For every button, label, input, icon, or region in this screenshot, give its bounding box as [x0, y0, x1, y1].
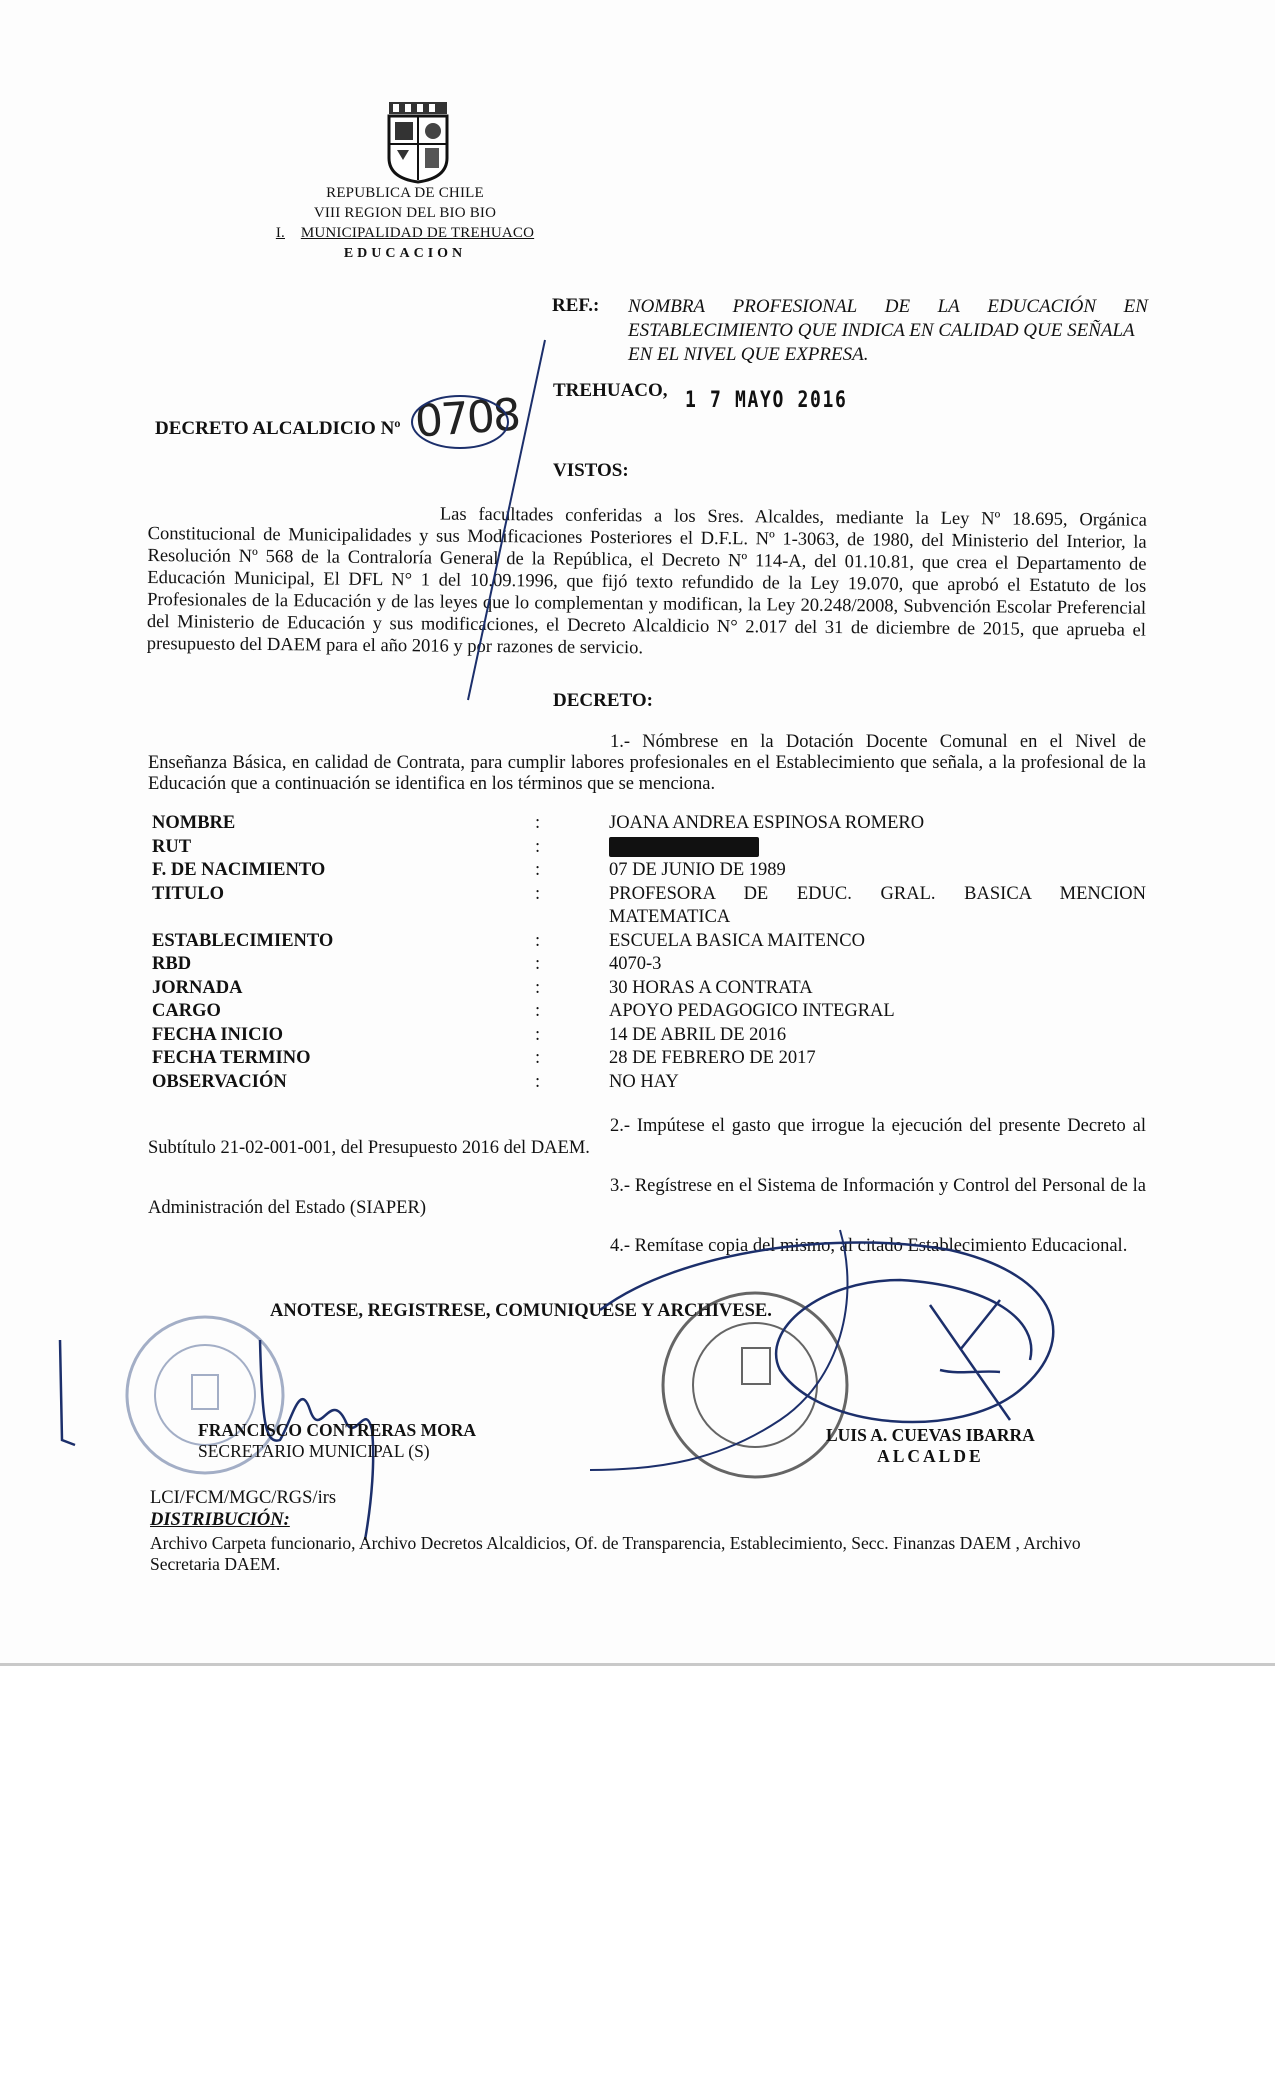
- appointment-details: [152, 812, 1146, 1094]
- ref-line-1-word: EDUCACIÓN: [987, 296, 1097, 317]
- redacted-rut: [609, 837, 759, 857]
- ref-line-1-word: LA: [937, 296, 960, 317]
- detail-label: OBSERVACIÓN: [152, 1071, 287, 1092]
- detail-value: APOYO PEDAGOGICO INTEGRAL: [609, 1001, 895, 1021]
- detail-row-jornada: [152, 977, 1146, 1001]
- signatory-left-name: FRANCISCO CONTRERAS MORA: [198, 1420, 477, 1440]
- article-2: [148, 1115, 1146, 1159]
- detail-colon: :: [535, 1024, 541, 1045]
- detail-label: RUT: [152, 836, 192, 857]
- ref-line-1-word: EN: [1123, 296, 1148, 317]
- ref-line-1-word: NOMBRA: [628, 296, 706, 317]
- detail-label: CARGO: [152, 1001, 221, 1021]
- detail-value: NO HAY: [609, 1071, 679, 1092]
- detail-colon: :: [535, 813, 541, 833]
- page-edge: [0, 1663, 1275, 1666]
- municipal-crest-logo: [383, 100, 453, 184]
- detail-label: TITULO: [152, 883, 224, 904]
- article-3-text: 3.- Regístrese en el Sistema de Información y Control del Personal de la Administración del Estado (SIAPER): [148, 1176, 1146, 1218]
- ref-line-1: [628, 295, 1148, 319]
- ref-text: [628, 295, 1148, 367]
- detail-label: FECHA TERMINO: [152, 1048, 311, 1068]
- detail-row-titulo: [152, 883, 1146, 907]
- signatory-right: [826, 1425, 1035, 1467]
- article-3: [148, 1175, 1146, 1219]
- decree-number-handwritten: 0708: [413, 389, 521, 448]
- detail-label: F. DE NACIMIENTO: [152, 860, 326, 880]
- detail-value: 28 DE FEBRERO DE 2017: [609, 1048, 816, 1068]
- ref-line-2: ESTABLECIMIENTO QUE INDICA EN CALIDAD QUE SEÑALA: [628, 320, 1135, 341]
- detail-row-observacion: [152, 1071, 1146, 1095]
- municipality-prefix: I.: [275, 225, 285, 241]
- header-municipality: [240, 225, 570, 242]
- signatory-left-title: SECRETARIO MUNICIPAL (S): [198, 1441, 430, 1461]
- detail-row-nombre: [152, 812, 1146, 836]
- detail-colon: :: [535, 883, 541, 904]
- municipality-name: MUNICIPALIDAD DE TREHUACO: [300, 225, 535, 241]
- detail-row-titulo-cont: [152, 906, 1146, 930]
- detail-value: JOANA ANDREA ESPINOSA ROMERO: [609, 813, 925, 833]
- distribution-list: Archivo Carpeta funcionario, Archivo Decretos Alcaldicios, Of. de Transparencia, Establecimiento, Secc. Finanzas DAEM , Archivo Secretaria DAEM.: [150, 1533, 1081, 1574]
- detail-label: RBD: [152, 954, 192, 974]
- detail-value: PROFESORA DE EDUC. GRAL. BASICA MENCION: [609, 883, 1146, 904]
- date-stamp: 1 7 MAYO 2016: [685, 388, 848, 413]
- detail-label: ESTABLECIMIENTO: [152, 930, 334, 951]
- article-1: [148, 732, 1146, 795]
- detail-value: 30 HORAS A CONTRATA: [609, 977, 813, 998]
- detail-colon: :: [535, 954, 541, 974]
- decreto-title: DECRETO:: [553, 690, 653, 711]
- header-region: VIII REGION DEL BIO BIO: [313, 205, 497, 221]
- detail-row-establecimiento: [152, 930, 1146, 954]
- vistos-title: VISTOS:: [553, 460, 629, 481]
- place-label: TREHUACO,: [553, 380, 668, 401]
- article-2-text: 2.- Impútese el gasto que irrogue la ejecución del presente Decreto al Subtítulo 21-02-001-001, del Presupuesto 2016 del DAEM.: [148, 1116, 1146, 1158]
- detail-label: FECHA INICIO: [152, 1024, 284, 1045]
- header-department: EDUCACION: [343, 246, 467, 261]
- detail-value: 07 DE JUNIO DE 1989: [609, 860, 786, 880]
- detail-row-cargo: [152, 1000, 1146, 1024]
- vistos-paragraph: Las facultades conferidas a los Sres. Alcaldes, mediante la Ley Nº 18.695, Orgánica Constitucional de Municipalidades y sus Modificaciones Posteriores el D.F.L. Nº 1-3063, de 1980, del Ministerio del Interior, la Resolución Nº 568 de la Contraloría General de la República, el Decreto Nº 114-A, del 01.10.81, que crea el Departamento de Educación Municipal, El DFL N° 1 del 10.09.1996, que fijó texto refundido de la Ley 19.070, que aprobó el Estatuto de los Profesionales de la Educación y de las leyes que lo complementan y modifican, la Ley 20.248/2008, Subvención Escolar Preferencial del Ministerio de Educación y sus modificaciones, el Decreto Alcaldicio N° 2.017 del 31 de diciembre de 2015, que aprueba el presupuesto del DAEM para el año 2016 y por razones de servicio.: [146, 504, 1147, 659]
- ref-label: REF.:: [552, 295, 600, 316]
- initials: LCI/FCM/MGC/RGS/irs: [150, 1488, 337, 1508]
- closing-formula: ANOTESE, REGISTRESE, COMUNIQUESE Y ARCHIVESE.: [270, 1301, 772, 1321]
- detail-colon: :: [535, 977, 541, 998]
- article-4: [148, 1235, 1146, 1257]
- detail-value: [609, 836, 1146, 860]
- detail-label: JORNADA: [152, 977, 243, 998]
- detail-value-continued: MATEMATICA: [609, 907, 731, 927]
- detail-row-rut: [152, 836, 1146, 860]
- signatory-right-name: LUIS A. CUEVAS IBARRA: [826, 1425, 1035, 1445]
- detail-colon: :: [535, 1071, 541, 1092]
- detail-colon: :: [535, 1048, 541, 1068]
- ref-line-3: EN EL NIVEL QUE EXPRESA.: [628, 344, 869, 365]
- detail-colon: :: [535, 860, 541, 880]
- detail-colon: :: [535, 836, 541, 857]
- decree-label: DECRETO ALCALDICIO Nº: [155, 418, 401, 439]
- detail-value: ESCUELA BASICA MAITENCO: [609, 930, 865, 951]
- detail-value: 14 DE ABRIL DE 2016: [609, 1024, 787, 1045]
- article-1-text: 1.- Nómbrese en la Dotación Docente Comunal en el Nivel de Enseñanza Básica, en calidad de Contrata, para cumplir labores profesionales en el Establecimiento que señala, a la profesional de la Educación que a continuación se identifica en los términos que se menciona.: [148, 732, 1146, 794]
- signatory-left: [198, 1420, 476, 1462]
- ref-line-1-word: PROFESIONAL: [732, 296, 858, 317]
- detail-row-fecha-inicio: [152, 1024, 1146, 1048]
- detail-value: 4070-3: [609, 954, 662, 974]
- detail-colon: :: [535, 930, 541, 951]
- detail-row-nacimiento: [152, 859, 1146, 883]
- header-country: REPUBLICA DE CHILE: [326, 185, 484, 201]
- detail-row-fecha-termino: [152, 1047, 1146, 1071]
- detail-label: NOMBRE: [152, 813, 236, 833]
- detail-row-rbd: [152, 953, 1146, 977]
- article-4-text: 4.- Remítase copia del mismo, al citado Establecimiento Educacional.: [610, 1236, 1128, 1256]
- detail-colon: :: [535, 1001, 541, 1021]
- distribution-title: DISTRIBUCIÓN:: [150, 1510, 290, 1530]
- vistos-body: [147, 501, 1147, 664]
- signatory-right-title: ALCALDE: [877, 1446, 984, 1466]
- ref-line-1-word: DE: [884, 296, 911, 317]
